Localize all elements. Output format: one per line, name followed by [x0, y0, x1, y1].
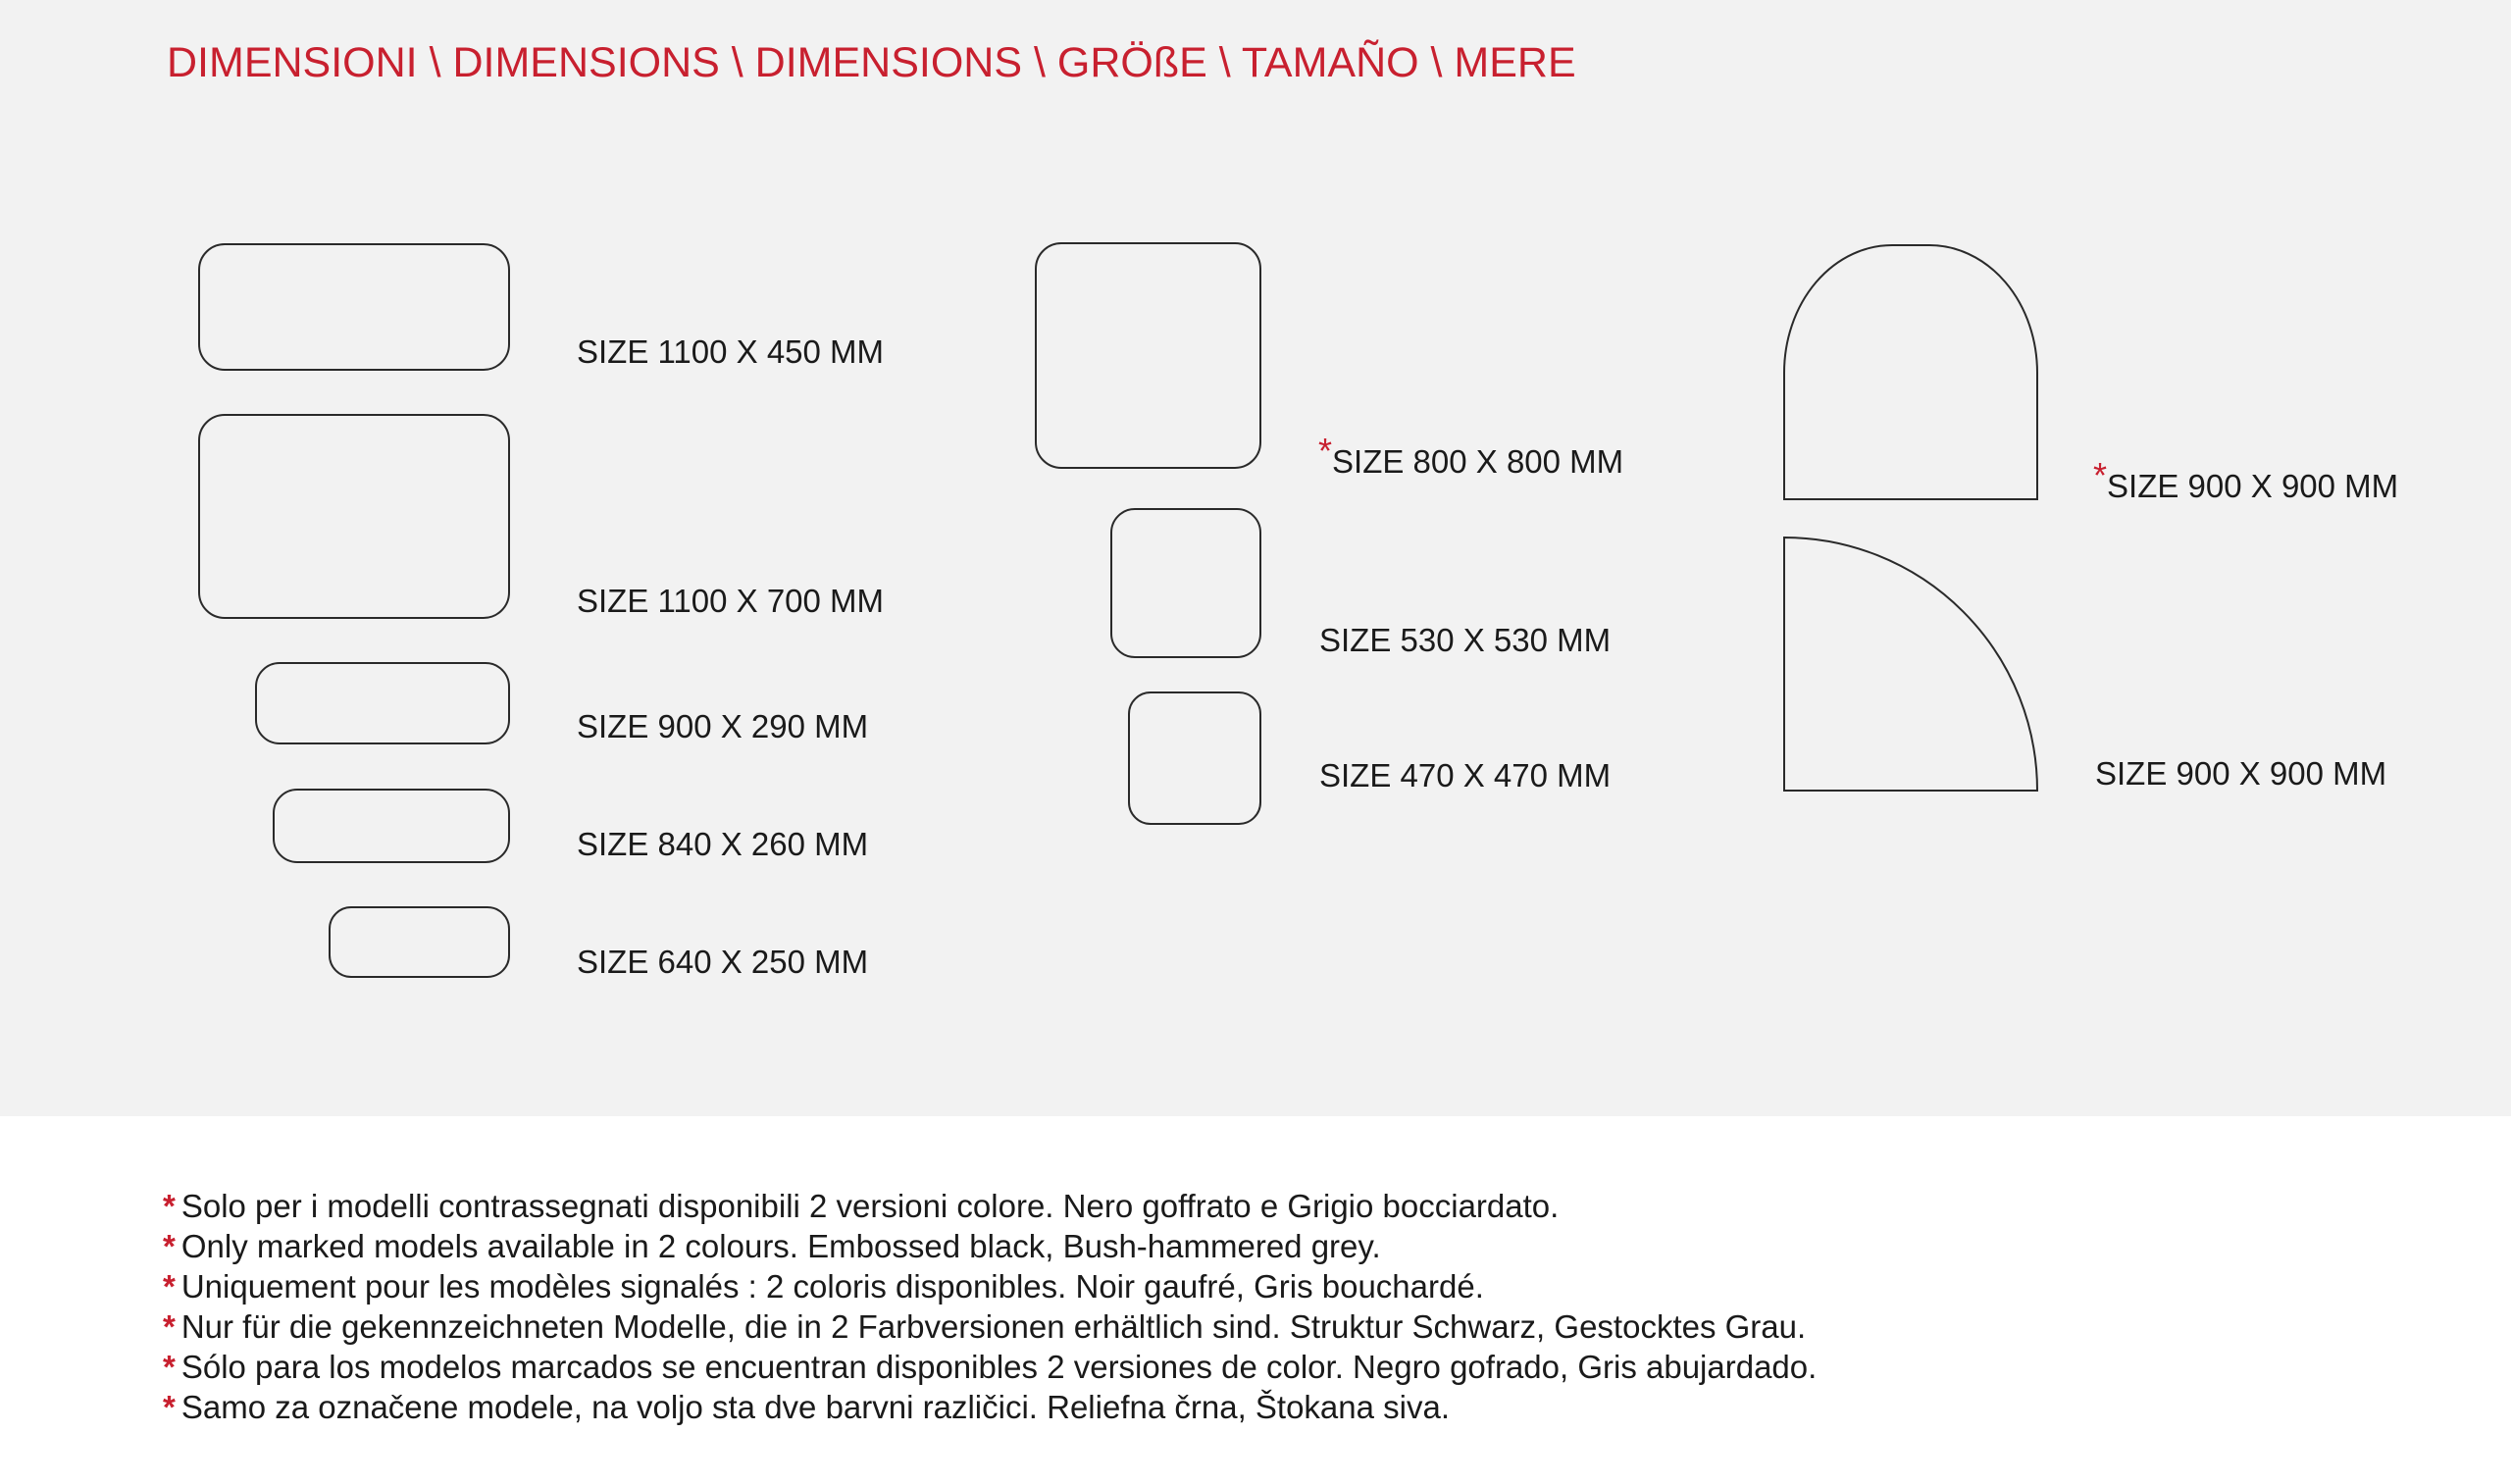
shape-900x290	[256, 663, 509, 743]
marked-model-asterisk: *	[1318, 431, 1333, 471]
note-french: * Uniquement pour les modèles signalés : 2 coloris disponibles. Noir gaufré, Gris bouchardé.	[163, 1268, 1484, 1305]
shape-640x250	[330, 907, 509, 977]
note-asterisk: *	[163, 1228, 176, 1264]
note-slovenian: * Samo za označene modele, na voljo sta dve barvni različici. Reliefna črna, Štokana siva.	[163, 1389, 1451, 1425]
page-title: DIMENSIONI \ DIMENSIONS \ DIMENSIONS \ GRÖßE \ TAMAÑO \ MERE	[167, 39, 1576, 86]
shape-arch-900x900	[1784, 245, 2037, 499]
note-asterisk: *	[163, 1389, 176, 1425]
note-asterisk: *	[163, 1308, 176, 1345]
color-version-notes	[163, 1186, 2419, 1427]
note-spanish: * Sólo para los modelos marcados se encuentran disponibles 2 versiones de color. Negro gofrado, Gris abujardado.	[163, 1349, 1818, 1385]
size-label-840x260: SIZE 840 X 260 MM	[577, 826, 869, 862]
note-german: * Nur für die gekennzeichneten Modelle, die in 2 Farbversionen erhältlich sind. Struktur Schwarz, Gestocktes Grau.	[163, 1308, 1807, 1345]
shape-1100x700	[199, 415, 509, 618]
note-asterisk: *	[163, 1349, 176, 1385]
shape-470x470	[1129, 692, 1260, 824]
note-italian: * Solo per i modelli contrassegnati disponibili 2 versioni colore. Nero goffrato e Grigio bocciardato.	[163, 1188, 1560, 1224]
size-label-1100x700: SIZE 1100 X 700 MM	[577, 583, 885, 619]
shape-800x800	[1036, 243, 1260, 468]
size-label-800x800: *SIZE 800 X 800 MM	[1318, 431, 1624, 480]
shape-530x530	[1111, 509, 1260, 657]
size-label-1100x450: SIZE 1100 X 450 MM	[577, 333, 885, 370]
size-label-arch-900x900: *SIZE 900 X 900 MM	[2093, 455, 2399, 504]
note-asterisk: *	[163, 1268, 176, 1305]
note-asterisk: *	[163, 1188, 176, 1224]
shape-840x260	[274, 790, 509, 862]
size-label-530x530: SIZE 530 X 530 MM	[1319, 622, 1612, 658]
shape-quarter-circle-900x900	[1784, 537, 2037, 791]
marked-model-asterisk: *	[2093, 455, 2108, 495]
note-english: * Only marked models available in 2 colours. Embossed black, Bush-hammered grey.	[163, 1228, 1381, 1264]
size-label-quarter-900x900: SIZE 900 X 900 MM	[2095, 755, 2387, 792]
shape-1100x450	[199, 244, 509, 370]
size-label-900x290: SIZE 900 X 290 MM	[577, 708, 869, 744]
size-label-470x470: SIZE 470 X 470 MM	[1319, 757, 1612, 793]
size-label-640x250: SIZE 640 X 250 MM	[577, 944, 869, 980]
